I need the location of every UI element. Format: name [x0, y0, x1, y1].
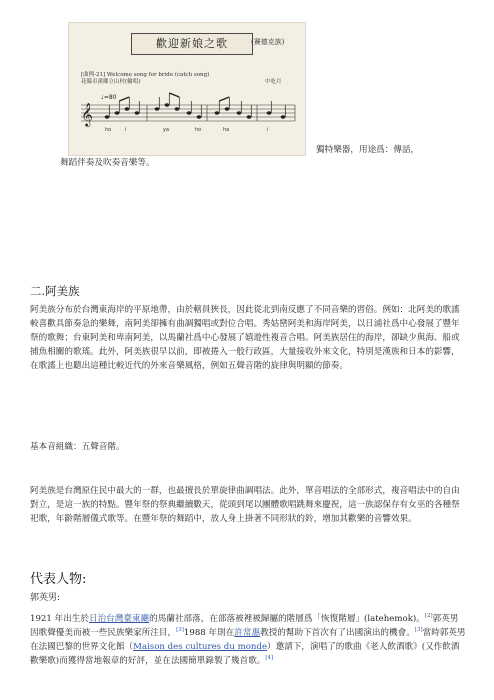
- citation-link[interactable]: [3]: [176, 627, 184, 634]
- music-score-image: [68, 22, 306, 156]
- music-staff: [77, 91, 299, 143]
- text-segment: 郭英男因歌聲優美而被一些民族樂家所注目，: [30, 614, 459, 638]
- section-heading-amis: 二.阿美族: [30, 284, 80, 298]
- link-taitung-prefecture[interactable]: 日治台灣臺東廳: [88, 614, 150, 624]
- link-maison-des-cultures[interactable]: Maison des cultures du monde: [133, 642, 268, 652]
- text-segment: 教授的幫助下首次有了出國演出的機會。: [260, 628, 415, 638]
- citation-link[interactable]: [4]: [265, 655, 274, 662]
- basic-scale-text: 基本音組織：五聲音階。: [30, 442, 125, 452]
- section-heading-representative: 代表人物:: [30, 572, 87, 587]
- svg-text:ha: ha: [223, 127, 230, 133]
- score-title: 歡迎新娘之歌: [131, 33, 253, 55]
- score-meta-line1: [曲例-21] Welcome song for bride (catch song): [81, 72, 210, 78]
- svg-text:ho: ho: [195, 127, 202, 133]
- text-segment: 的馬蘭社部落，在部落被裡被歸屬的階層爲「恢復階層」(latehemok)。: [149, 614, 425, 624]
- svg-text:ho: ho: [105, 127, 112, 133]
- kuo-paragraph: [30, 612, 466, 668]
- link-hsu-tsang-houei[interactable]: 許常惠: [234, 628, 261, 638]
- citation-link[interactable]: [3]: [414, 627, 423, 634]
- person-name: 郭英男:: [30, 593, 61, 603]
- score-meta-line2: 花縣卓溪鄉立山村(輪唱): [81, 79, 141, 85]
- svg-text:i: i: [267, 127, 269, 133]
- caption-line2: 舞蹈伴奏及吹奏音樂等。: [60, 158, 155, 168]
- citation-link[interactable]: [2]: [424, 613, 433, 620]
- caption-line1: 獨特樂器，用途爲：傳話，: [316, 145, 420, 155]
- treble-clef-icon: 𝄞: [81, 102, 93, 126]
- tempo-mark: ♩=80: [101, 94, 117, 101]
- svg-text:i: i: [125, 127, 127, 133]
- text-segment: 1988 年則在: [183, 628, 235, 638]
- amis-paragraph: 阿美族分布於台灣東海岸的平原地帶，由於轄員狹長，因此從北到南反應了不同音樂的習俗。例如：北阿美的歌謠較喜歡具節奏急的樂舞，南阿美卻擁有曲調獨唱或對位合唱。秀姑巒阿美和海岸阿美，以日浦社爲中心發展了豐年祭的歌舞；台東阿美和卑南阿美，以馬蘭社爲中心發展了嬉遊性複音合唱。阿美族居住的海岸，卻缺少與海、船或捕魚相關的歌瑤。此外，阿美族很早以前，即被捲入一般行政區，大量接收外來文化，特別是漢族和日本的影響，在歌謠上也聽出這種比較近代的外來音樂風格，例如五聲音階的旋律與明顯的節奏。: [30, 305, 460, 371]
- amis-paragraph-2: 阿美族是台灣原住民中最大的一群，也最擅長於單旋律曲調唱法。此外，單音唱法的全部形式，複音唱法中的自由對立，是這一族的特點。豐年祭的祭典繼續數天，從頭到尾以團體歌唱跳舞來慶祝，這一族認保存有女巫的各種祭祀歌，年齡階層儀式歌等。在豐年祭的舞蹈中，放人身上掛著不同形狀的鈴，增加其歡樂的音響效果。: [30, 486, 460, 524]
- text-segment: ）邀請下，演唱了的歌曲《老人飲酒歌》(又作飲酒歡樂歌)而獲得當地報章的好評，並在法國簡單錄製了幾首歌。: [30, 642, 460, 666]
- svg-text:ya: ya: [163, 127, 170, 133]
- text-segment: 當時郭英男在法國巴黎的世界文化館（: [30, 628, 466, 652]
- text-segment: 1921 年出生於: [30, 614, 89, 624]
- score-credit: 中吃月: [265, 79, 282, 85]
- score-subtitle: (賽德克族): [251, 38, 285, 46]
